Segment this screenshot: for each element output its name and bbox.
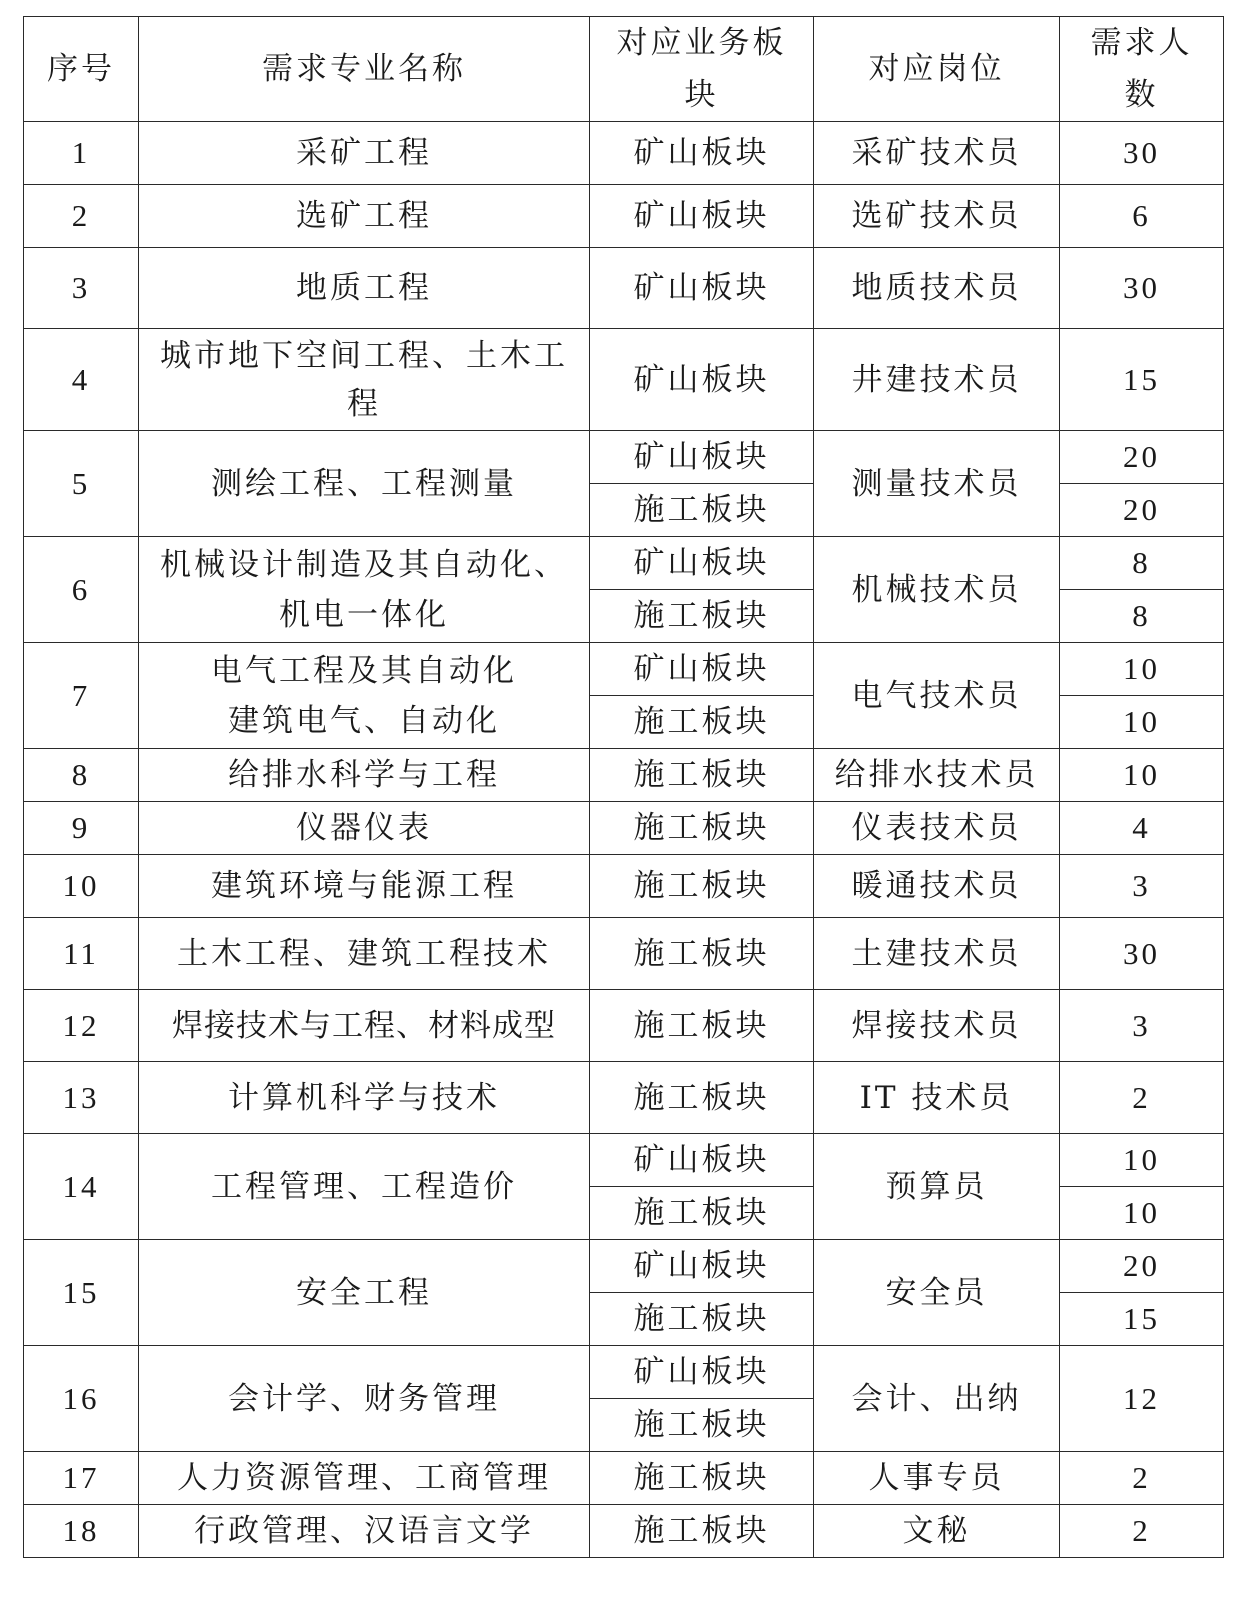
row-no: 5: [24, 431, 139, 537]
row-no: 14: [24, 1134, 139, 1240]
row-count: 2: [1060, 1452, 1224, 1505]
row-position: 文秘: [814, 1505, 1060, 1558]
row-count: 3: [1060, 990, 1224, 1062]
row-no: 6: [24, 537, 139, 643]
row-no: 11: [24, 918, 139, 990]
row-count: 2: [1060, 1062, 1224, 1134]
table-row: [24, 918, 1224, 990]
table-row: [24, 1505, 1224, 1558]
row-position: IT 技术员: [814, 1062, 1060, 1134]
row-position: 井建技术员: [814, 329, 1060, 431]
table-row: [24, 185, 1224, 248]
row-count: 12: [1060, 1346, 1224, 1452]
table-row: [24, 749, 1224, 802]
row-segment: 施工板块: [590, 918, 814, 990]
row-count: 15: [1060, 1293, 1224, 1346]
row-major: 城市地下空间工程、土木工程: [139, 329, 590, 431]
row-no: 10: [24, 855, 139, 918]
row-no: 8: [24, 749, 139, 802]
row-major: 地质工程: [139, 248, 590, 329]
row-count: 10: [1060, 749, 1224, 802]
row-segment: 矿山板块: [590, 431, 814, 484]
row-segment: 施工板块: [590, 590, 814, 643]
table-row: [24, 431, 1224, 484]
table-row: [24, 855, 1224, 918]
row-no: 1: [24, 122, 139, 185]
recruitment-table: [23, 16, 1224, 1558]
row-segment: 施工板块: [590, 1399, 814, 1452]
row-count: 4: [1060, 802, 1224, 855]
header-count: 需求人数: [1060, 17, 1224, 122]
row-position: 仪表技术员: [814, 802, 1060, 855]
row-segment: 施工板块: [590, 1187, 814, 1240]
row-segment: 矿山板块: [590, 329, 814, 431]
row-no: 17: [24, 1452, 139, 1505]
table-row: [24, 122, 1224, 185]
table-row: [24, 1134, 1224, 1187]
row-segment: 矿山板块: [590, 1240, 814, 1293]
row-segment: 矿山板块: [590, 643, 814, 696]
row-major: 焊接技术与工程、材料成型: [139, 990, 590, 1062]
row-segment: 施工板块: [590, 749, 814, 802]
row-segment: 施工板块: [590, 696, 814, 749]
table-row: [24, 248, 1224, 329]
row-count: 10: [1060, 643, 1224, 696]
header-position: 对应岗位: [814, 17, 1060, 122]
row-position: 人事专员: [814, 1452, 1060, 1505]
table-row: [24, 329, 1224, 431]
row-segment: 矿山板块: [590, 248, 814, 329]
row-segment: 矿山板块: [590, 1346, 814, 1399]
row-no: 4: [24, 329, 139, 431]
row-position: 焊接技术员: [814, 990, 1060, 1062]
row-count: 10: [1060, 1187, 1224, 1240]
row-position: 给排水技术员: [814, 749, 1060, 802]
row-segment: 施工板块: [590, 1293, 814, 1346]
row-segment: 矿山板块: [590, 122, 814, 185]
row-no: 7: [24, 643, 139, 749]
row-segment: 施工板块: [590, 1505, 814, 1558]
row-major: 会计学、财务管理: [139, 1346, 590, 1452]
row-count: 15: [1060, 329, 1224, 431]
row-count: 8: [1060, 537, 1224, 590]
row-count: 30: [1060, 248, 1224, 329]
table-row: [24, 643, 1224, 696]
row-segment: 矿山板块: [590, 185, 814, 248]
row-position: 电气技术员: [814, 643, 1060, 749]
row-segment: 施工板块: [590, 990, 814, 1062]
row-position: 会计、出纳: [814, 1346, 1060, 1452]
table-row: [24, 1452, 1224, 1505]
row-major: 仪器仪表: [139, 802, 590, 855]
row-no: 3: [24, 248, 139, 329]
row-count: 8: [1060, 590, 1224, 643]
header-segment: 对应业务板块: [590, 17, 814, 122]
row-count: 10: [1060, 1134, 1224, 1187]
row-segment: 施工板块: [590, 1452, 814, 1505]
row-position: 地质技术员: [814, 248, 1060, 329]
row-count: 20: [1060, 484, 1224, 537]
table-row: [24, 990, 1224, 1062]
row-no: 15: [24, 1240, 139, 1346]
row-segment: 施工板块: [590, 484, 814, 537]
row-segment: 矿山板块: [590, 1134, 814, 1187]
row-segment: 施工板块: [590, 855, 814, 918]
row-major: 计算机科学与技术: [139, 1062, 590, 1134]
row-count: 20: [1060, 1240, 1224, 1293]
row-segment: 矿山板块: [590, 537, 814, 590]
table-row: [24, 802, 1224, 855]
header-no: 序号: [24, 17, 139, 122]
row-position: 土建技术员: [814, 918, 1060, 990]
row-position: 采矿技术员: [814, 122, 1060, 185]
row-count: 20: [1060, 431, 1224, 484]
row-major: 电气工程及其自动化 建筑电气、自动化: [139, 643, 590, 749]
row-major: 选矿工程: [139, 185, 590, 248]
row-position: 选矿技术员: [814, 185, 1060, 248]
row-major: 给排水科学与工程: [139, 749, 590, 802]
table-row: [24, 1240, 1224, 1293]
row-segment: 施工板块: [590, 1062, 814, 1134]
row-major: 行政管理、汉语言文学: [139, 1505, 590, 1558]
row-major: 测绘工程、工程测量: [139, 431, 590, 537]
row-major: 机械设计制造及其自动化、机电一体化: [139, 537, 590, 643]
row-position: 预算员: [814, 1134, 1060, 1240]
row-major: 人力资源管理、工商管理: [139, 1452, 590, 1505]
table-row: [24, 1062, 1224, 1134]
row-major: 建筑环境与能源工程: [139, 855, 590, 918]
row-major: 采矿工程: [139, 122, 590, 185]
row-no: 18: [24, 1505, 139, 1558]
row-no: 9: [24, 802, 139, 855]
row-position: 安全员: [814, 1240, 1060, 1346]
row-no: 13: [24, 1062, 139, 1134]
row-no: 12: [24, 990, 139, 1062]
row-position: 暖通技术员: [814, 855, 1060, 918]
row-count: 30: [1060, 918, 1224, 990]
header-row: [24, 17, 1224, 122]
row-count: 6: [1060, 185, 1224, 248]
row-position: 测量技术员: [814, 431, 1060, 537]
table-row: [24, 537, 1224, 590]
row-no: 2: [24, 185, 139, 248]
row-count: 3: [1060, 855, 1224, 918]
header-major: 需求专业名称: [139, 17, 590, 122]
row-major: 工程管理、工程造价: [139, 1134, 590, 1240]
table-row: [24, 1346, 1224, 1399]
row-major: 安全工程: [139, 1240, 590, 1346]
row-count: 2: [1060, 1505, 1224, 1558]
row-position: 机械技术员: [814, 537, 1060, 643]
row-segment: 施工板块: [590, 802, 814, 855]
row-no: 16: [24, 1346, 139, 1452]
row-count: 30: [1060, 122, 1224, 185]
row-count: 10: [1060, 696, 1224, 749]
row-major: 土木工程、建筑工程技术: [139, 918, 590, 990]
